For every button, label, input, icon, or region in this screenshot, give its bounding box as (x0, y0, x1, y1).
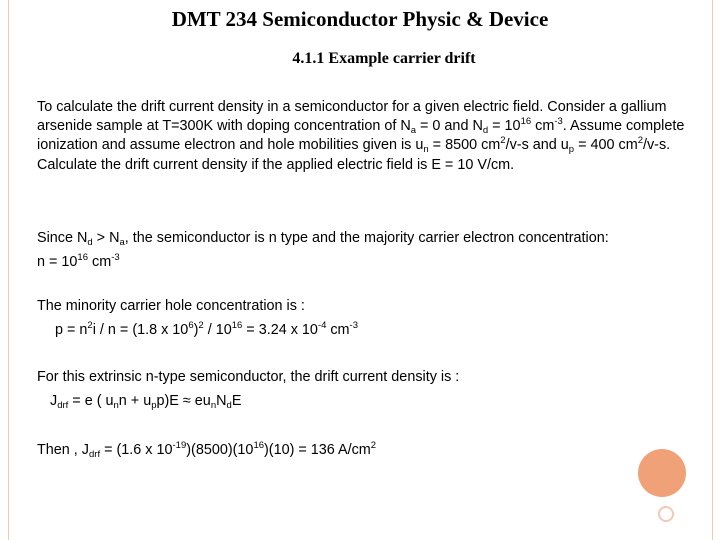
minority-carrier-text: The minority carrier hole concentration is : (37, 298, 305, 314)
since-paragraph: Since $N_d > N_a$, the semiconductor is n type and the majority carrier electron concentration: (37, 230, 609, 248)
right-border-line (712, 0, 713, 540)
decor-circle-small (658, 506, 674, 522)
hole-concentration-equation: $p = n^2i / n = (1.8$ x $10^6)^2 / 10^{16} = 3.24$ x $10^{-4}$ $cm^{-3}$ (55, 320, 358, 338)
electron-concentration-line: $n = 10^{16}$ $cm^{-3}$ (37, 252, 120, 270)
problem-statement: To calculate the drift current density in a semiconductor for a given electric field. Consider a gallium arsenide sample at T=300K with doping concentration of $N_a = 0$ and $N_d = 10^{16}$ $cm^{-3}$. Assume complete ionization and assume electron and hole mobilities given is $u_n = 8500$ $cm^2/v-s$ and $u_p = 400$ $cm^2/v-s$. Calculate the drift current density if the applied electric field is E = 10 V/cm. (37, 99, 685, 173)
left-border-line (8, 0, 9, 540)
drift-current-equation: $J_{drf} = e$ ( $u_nn + u_pp)E \approx eu_nN_dE$ (50, 393, 242, 411)
result-equation: Then , $J_{drf} = (1.6$ x $10^{-19})(8500)(10^{16})(10) = 136$ $A/cm^2$ (37, 440, 377, 460)
slide-subtitle: 4.1.1 Example carrier drift (292, 50, 476, 67)
extrinsic-text: For this extrinsic n-type semiconductor, the drift current density is : (37, 369, 460, 385)
slide-title: DMT 234 Semiconductor Physic & Device (171, 7, 549, 31)
